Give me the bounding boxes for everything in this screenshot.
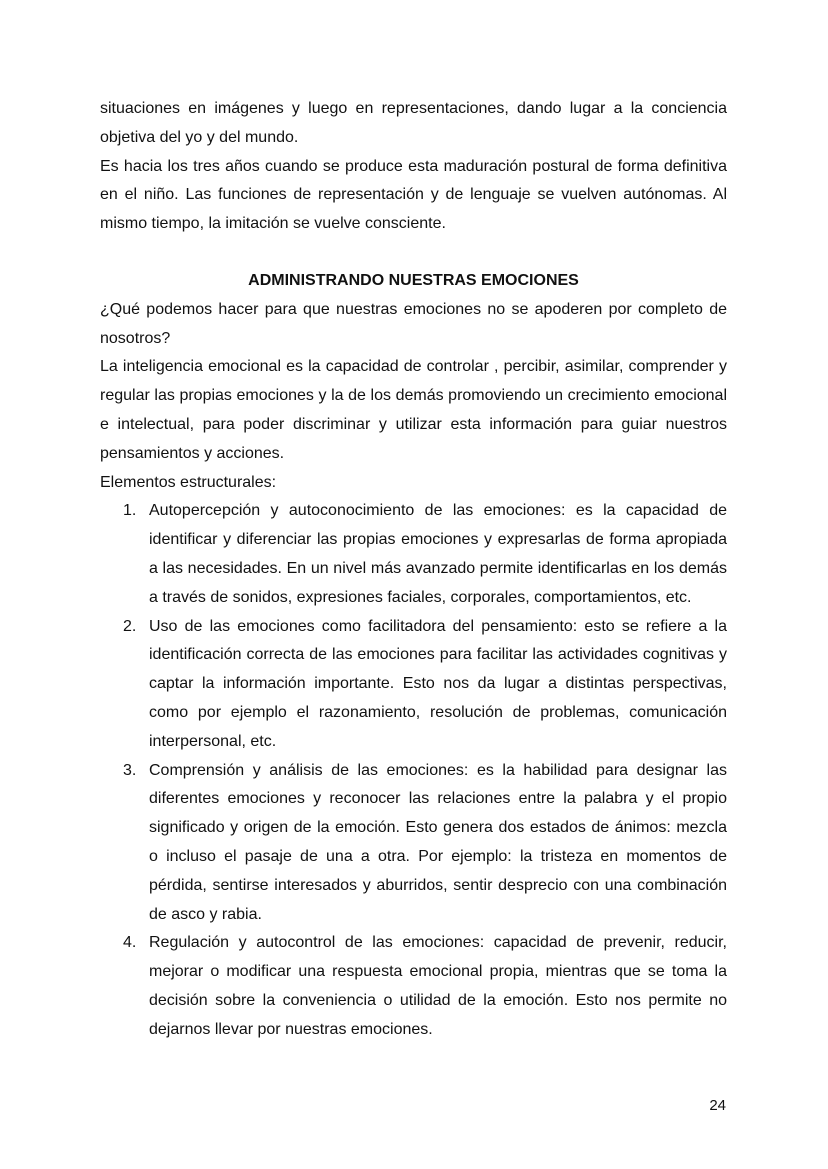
list-item-number: 3. <box>123 761 137 779</box>
list-item-text: Autopercepción y autoconocimiento de las emociones: es la capacidad de identificar y diferenciar las propias emociones y expresarlas de forma apropiada a las necesidades. En un nivel más avanzado permite identificarlas en los demás a través de sonidos, expresiones faciales, corporales, comportamientos, etc. <box>149 502 727 606</box>
page-content <box>100 95 727 1045</box>
list-intro: Elementos estructurales: <box>100 473 277 491</box>
list-item <box>100 497 727 612</box>
list-item-number: 2. <box>123 617 137 635</box>
list-item <box>100 613 727 757</box>
page-number: 24 <box>709 1097 726 1114</box>
intro-paragraph-2: Es hacia los tres años cuando se produce esta maduración postural de forma definitiva en el niño. Las funciones de representación y de lenguaje se vuelven autónomas. Al mismo tiempo, la imitación se vuelve consciente. <box>100 157 727 233</box>
intro-paragraph-1: situaciones en imágenes y luego en representaciones, dando lugar a la conciencia objetiva del yo y del mundo. <box>100 100 727 146</box>
list-item-number: 4. <box>123 934 137 952</box>
list-item-text: Comprensión y análisis de las emociones: es la habilidad para designar las diferentes emociones y reconocer las relaciones entre la palabra y el propio significado y origen de la emoción. Esto genera dos estados de ánimos: mezcla o incluso el pasaje de una a otra. Por ejemplo: la tristeza en momentos de pérdida, sentirse interesados y aburridos, sentir desprecio con una combinación de asco y rabia. <box>149 761 727 923</box>
list-item-text: Uso de las emociones como facilitadora del pensamiento: esto se refiere a la identificación correcta de las emociones para facilitar las actividades cognitivas y captar la información importante. Esto nos da lugar a distintas perspectivas, como por ejemplo el razonamiento, resolución de problemas, comunicación interpersonal, etc. <box>149 617 727 750</box>
section-title: ADMINISTRANDO NUESTRAS EMOCIONES <box>248 271 579 289</box>
list-item-number: 1. <box>123 502 137 520</box>
list-item <box>100 929 727 1044</box>
structural-elements-list <box>100 497 727 1044</box>
section-question: ¿Qué podemos hacer para que nuestras emociones no se apoderen por completo de nosotros? <box>100 300 727 347</box>
section-definition: La inteligencia emocional es la capacidad de controlar , percibir, asimilar, comprender y regular las propias emociones y la de los demás promoviendo un crecimiento emocional e intelectual, para poder discriminar y utilizar esta información para guiar nuestros pensamientos y acciones. <box>100 358 727 462</box>
list-item-text: Regulación y autocontrol de las emociones: capacidad de prevenir, reducir, mejorar o modificar una respuesta emocional propia, mientras que se toma la decisión sobre la conveniencia o utilidad de la emoción. Esto nos permite no dejarnos llevar por nuestras emociones. <box>149 934 727 1038</box>
list-item <box>100 757 727 930</box>
